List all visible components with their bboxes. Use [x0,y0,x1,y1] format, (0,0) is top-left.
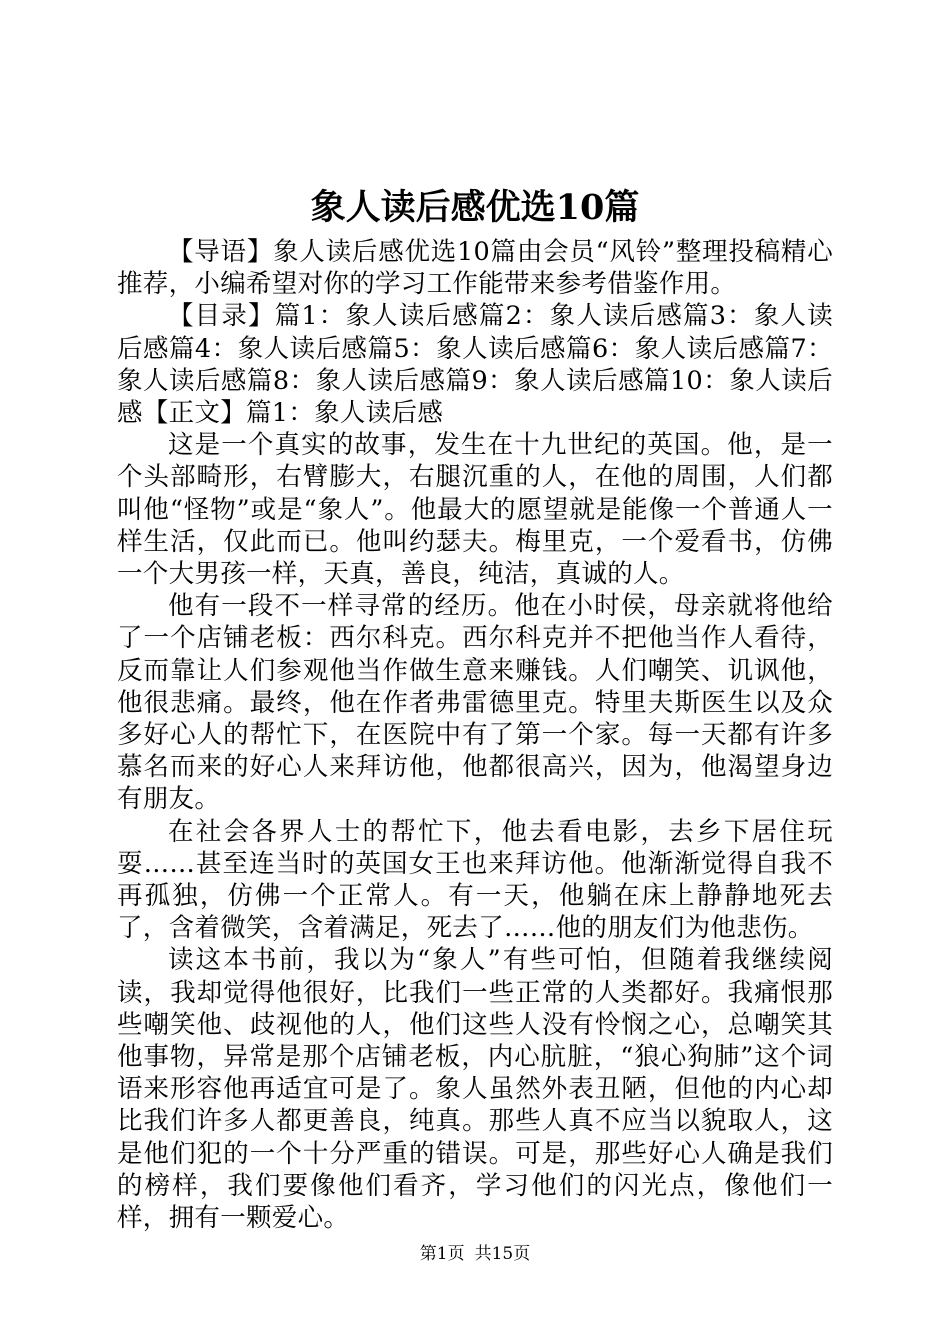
document-title: 象人读后感优选10篇 [310,187,640,228]
paragraph-intro: 【导语】象人读后感优选10篇由会员“风铃”整理投稿精心推荐，小编希望对你的学习工作能带来参考借鉴作用。 [117,237,833,300]
paragraph-toc: 【目录】篇1：象人读后感篇2：象人读后感篇3：象人读后感篇4：象人读后感篇5：象人读后感篇6：象人读后感篇7：象人读后感篇8：象人读后感篇9：象人读后感篇10：象人读后感【正文】篇1：象人读后感 [117,301,833,429]
paragraph-body: 他有一段不一样寻常的经历。他在小时侯，母亲就将他给了一个店铺老板：西尔科克。西尔科克并不把他当作人看待，反而靠让人们参观他当作做生意来赚钱。人们嘲笑、讥讽他，他很悲痛。最终，他在作者弗雷德里克。特里夫斯医生以及众多好心人的帮忙下，在医院中有了第一个家。每一天都有许多慕名而来的好心人来拜访他，他都很高兴，因为，他渴望身边有朋友。 [117,591,833,815]
document-body [117,236,833,1234]
paragraph-body: 在社会各界人士的帮忙下，他去看电影，去乡下居住玩耍……甚至连当时的英国女王也来拜访他。他渐渐觉得自我不再孤独，仿佛一个正常人。有一天，他躺在床上静静地死去了，含着微笑，含着满足，死去了……他的朋友们为他悲伤。 [117,816,833,944]
page-total: 共15页 [474,1244,531,1264]
paragraph-body: 这是一个真实的故事，发生在十九世纪的英国。他，是一个头部畸形，右臂膨大，右腿沉重的人，在他的周围，人们都叫他“怪物”或是“象人”。他最大的愿望就是能像一个普通人一样生活，仅此而已。他叫约瑟夫。梅里克，一个爱看书，仿佛一个大男孩一样，天真，善良，纯洁，真诚的人。 [117,430,833,590]
page-number: 第1页 [419,1244,465,1264]
page-footer [0,1242,950,1266]
paragraph-body: 读这本书前，我以为“象人”有些可怕，但随着我继续阅读，我却觉得他很好，比我们一些正常的人类都好。我痛恨那些嘲笑他、歧视他的人，他们这些人没有怜悯之心，总嘲笑其他事物，异常是那个店铺老板，内心肮脏，“狼心狗肺”这个词语来形容他再适宜可是了。象人虽然外表丑陋，但他的内心却比我们许多人都更善良，纯真。那些人真不应当以貌取人，这是他们犯的一个十分严重的错误。可是，那些好心人确是我们的榜样，我们要像他们看齐，学习他们的闪光点，像他们一样，拥有一颗爱心。 [117,945,833,1234]
